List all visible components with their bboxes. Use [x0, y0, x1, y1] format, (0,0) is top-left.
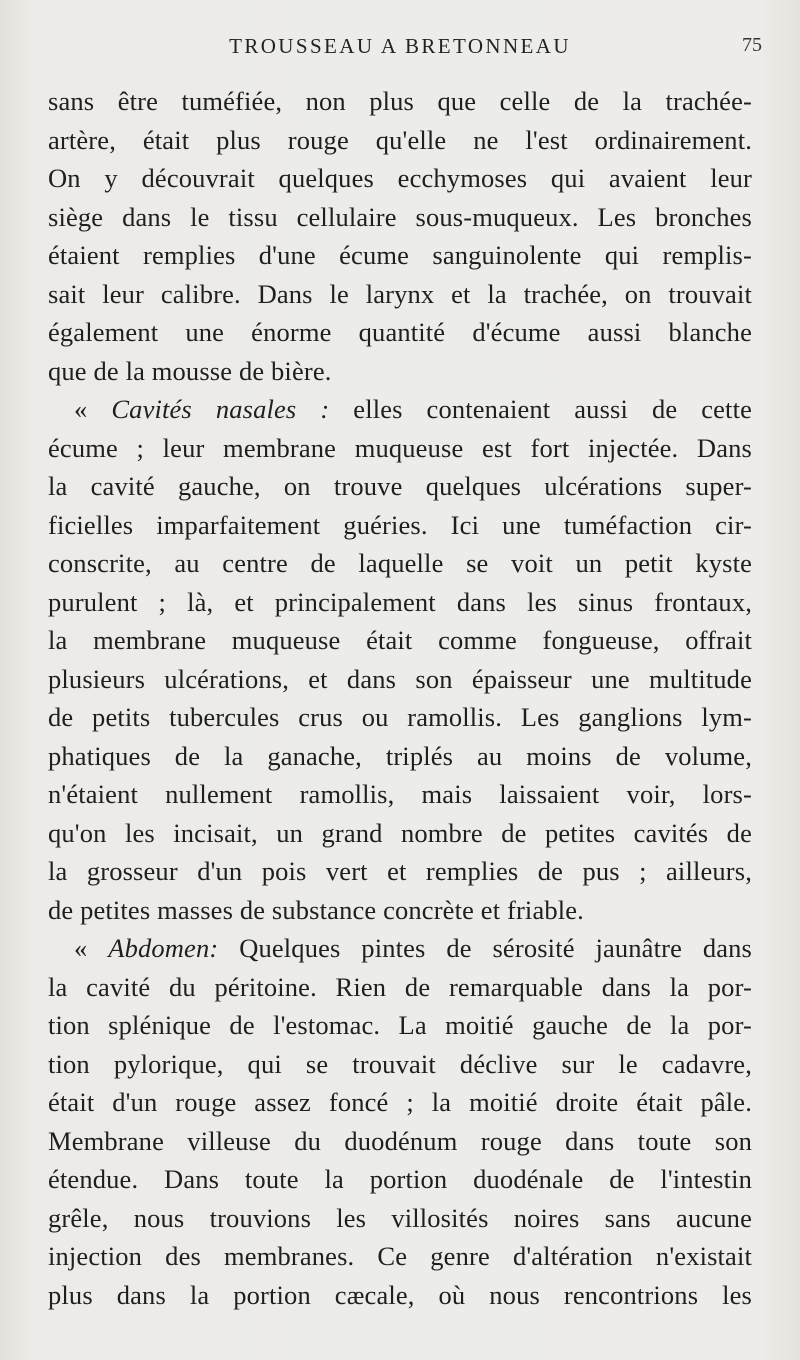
line-text: elles contenaient aussi de cette: [329, 394, 752, 424]
text-line: [48, 698, 752, 737]
running-title: TROUSSEAU A BRETONNEAU: [229, 34, 571, 58]
text-line: [48, 1237, 752, 1276]
line-text: tion splénique de l'estomac. La moitié gauche de la por-: [48, 1010, 752, 1040]
text-line: [48, 814, 752, 853]
text-line: [48, 1122, 752, 1161]
line-text: Membrane villeuse du duodénum rouge dans toute son: [48, 1125, 752, 1156]
text-line: [48, 198, 752, 237]
text-line: [48, 1006, 752, 1045]
page-number: 75: [742, 34, 762, 56]
line-text: sans être tuméfiée, non plus que celle de la trachée-: [48, 86, 752, 116]
text-line: [48, 429, 752, 468]
body-text: [48, 82, 752, 1314]
line-text: également une énorme quantité d'écume aussi blanche: [48, 317, 752, 347]
text-line: [48, 1045, 752, 1084]
text-line: [48, 852, 752, 891]
line-text: étendue. Dans toute la portion duodénale de l'intestin: [48, 1164, 752, 1194]
line-text: purulent ; là, et principalement dans les sinus frontaux,: [48, 586, 752, 617]
line-text: de petits tubercules crus ou ramollis. Les ganglions lym-: [48, 702, 752, 732]
text-line: [48, 121, 752, 160]
text-line: [48, 82, 752, 121]
text-line: [48, 467, 752, 506]
line-text: sait leur calibre. Dans le larynx et la trachée, on trouvait: [48, 278, 752, 309]
line-text: grêle, nous trouvions les villosités noires sans aucune: [48, 1202, 752, 1233]
line-text: phatiques de la ganache, triplés au moins de volume,: [48, 740, 752, 771]
line-text: écume ; leur membrane muqueuse est fort injectée. Dans: [48, 432, 752, 463]
section-heading: Abdomen:: [108, 933, 219, 963]
line-text: plusieurs ulcérations, et dans son épaisseur une multitude: [48, 663, 752, 694]
line-text: ficielles imparfaitement guéries. Ici une tuméfaction cir-: [48, 509, 752, 540]
line-text: qu'on les incisait, un grand nombre de petites cavités de: [48, 817, 752, 848]
text-line: [48, 313, 752, 352]
line-text: artère, était plus rouge qu'elle ne l'est ordinairement.: [48, 124, 752, 155]
text-line: [48, 621, 752, 660]
line-text: la grosseur d'un pois vert et remplies de pus ; ailleurs,: [48, 856, 752, 886]
line-text: On y découvrait quelques ecchymoses qui avaient leur: [48, 163, 752, 193]
quote-mark: «: [74, 933, 109, 963]
text-line: [48, 352, 752, 391]
text-line: [48, 544, 752, 583]
text-line: [48, 737, 752, 776]
quote-mark: «: [74, 394, 112, 424]
line-text: étaient remplies d'une écume sanguinolente qui remplis-: [48, 240, 752, 270]
text-line: [48, 236, 752, 275]
line-text: Quelques pintes de sérosité jaunâtre dans: [218, 933, 752, 963]
text-line: [48, 583, 752, 622]
line-text: conscrite, au centre de laquelle se voit un petit kyste: [48, 548, 752, 578]
text-line: [48, 1276, 752, 1315]
text-line: [48, 660, 752, 699]
line-text: que de la mousse de bière.: [48, 355, 332, 386]
line-text: était d'un rouge assez foncé ; la moitié droite était pâle.: [48, 1087, 752, 1117]
line-text: la cavité du péritoine. Rien de remarquable dans la por-: [48, 971, 752, 1002]
line-text: la cavité gauche, on trouve quelques ulcérations super-: [48, 471, 752, 501]
paragraph-start-line: [48, 929, 752, 968]
line-text: la membrane muqueuse était comme fongueuse, offrait: [48, 625, 752, 655]
line-text: n'étaient nullement ramollis, mais laissaient voir, lors-: [48, 779, 752, 809]
text-line: [48, 1083, 752, 1122]
paragraph-start-line: [48, 390, 752, 429]
running-head: [0, 34, 800, 64]
text-line: [48, 891, 752, 930]
line-text: injection des membranes. Ce genre d'altération n'existait: [48, 1241, 752, 1271]
line-text: siège dans le tissu cellulaire sous-muqueux. Les bronches: [48, 201, 752, 232]
text-line: [48, 159, 752, 198]
text-line: [48, 1160, 752, 1199]
text-line: [48, 275, 752, 314]
line-text: plus dans la portion cæcale, où nous rencontrions les: [48, 1279, 752, 1310]
text-line: [48, 775, 752, 814]
line-text: tion pylorique, qui se trouvait déclive sur le cadavre,: [48, 1048, 752, 1079]
section-heading: Cavités nasales :: [111, 394, 330, 424]
text-line: [48, 506, 752, 545]
text-line: [48, 1199, 752, 1238]
line-text: de petites masses de substance concrète et friable.: [48, 894, 584, 925]
text-line: [48, 968, 752, 1007]
